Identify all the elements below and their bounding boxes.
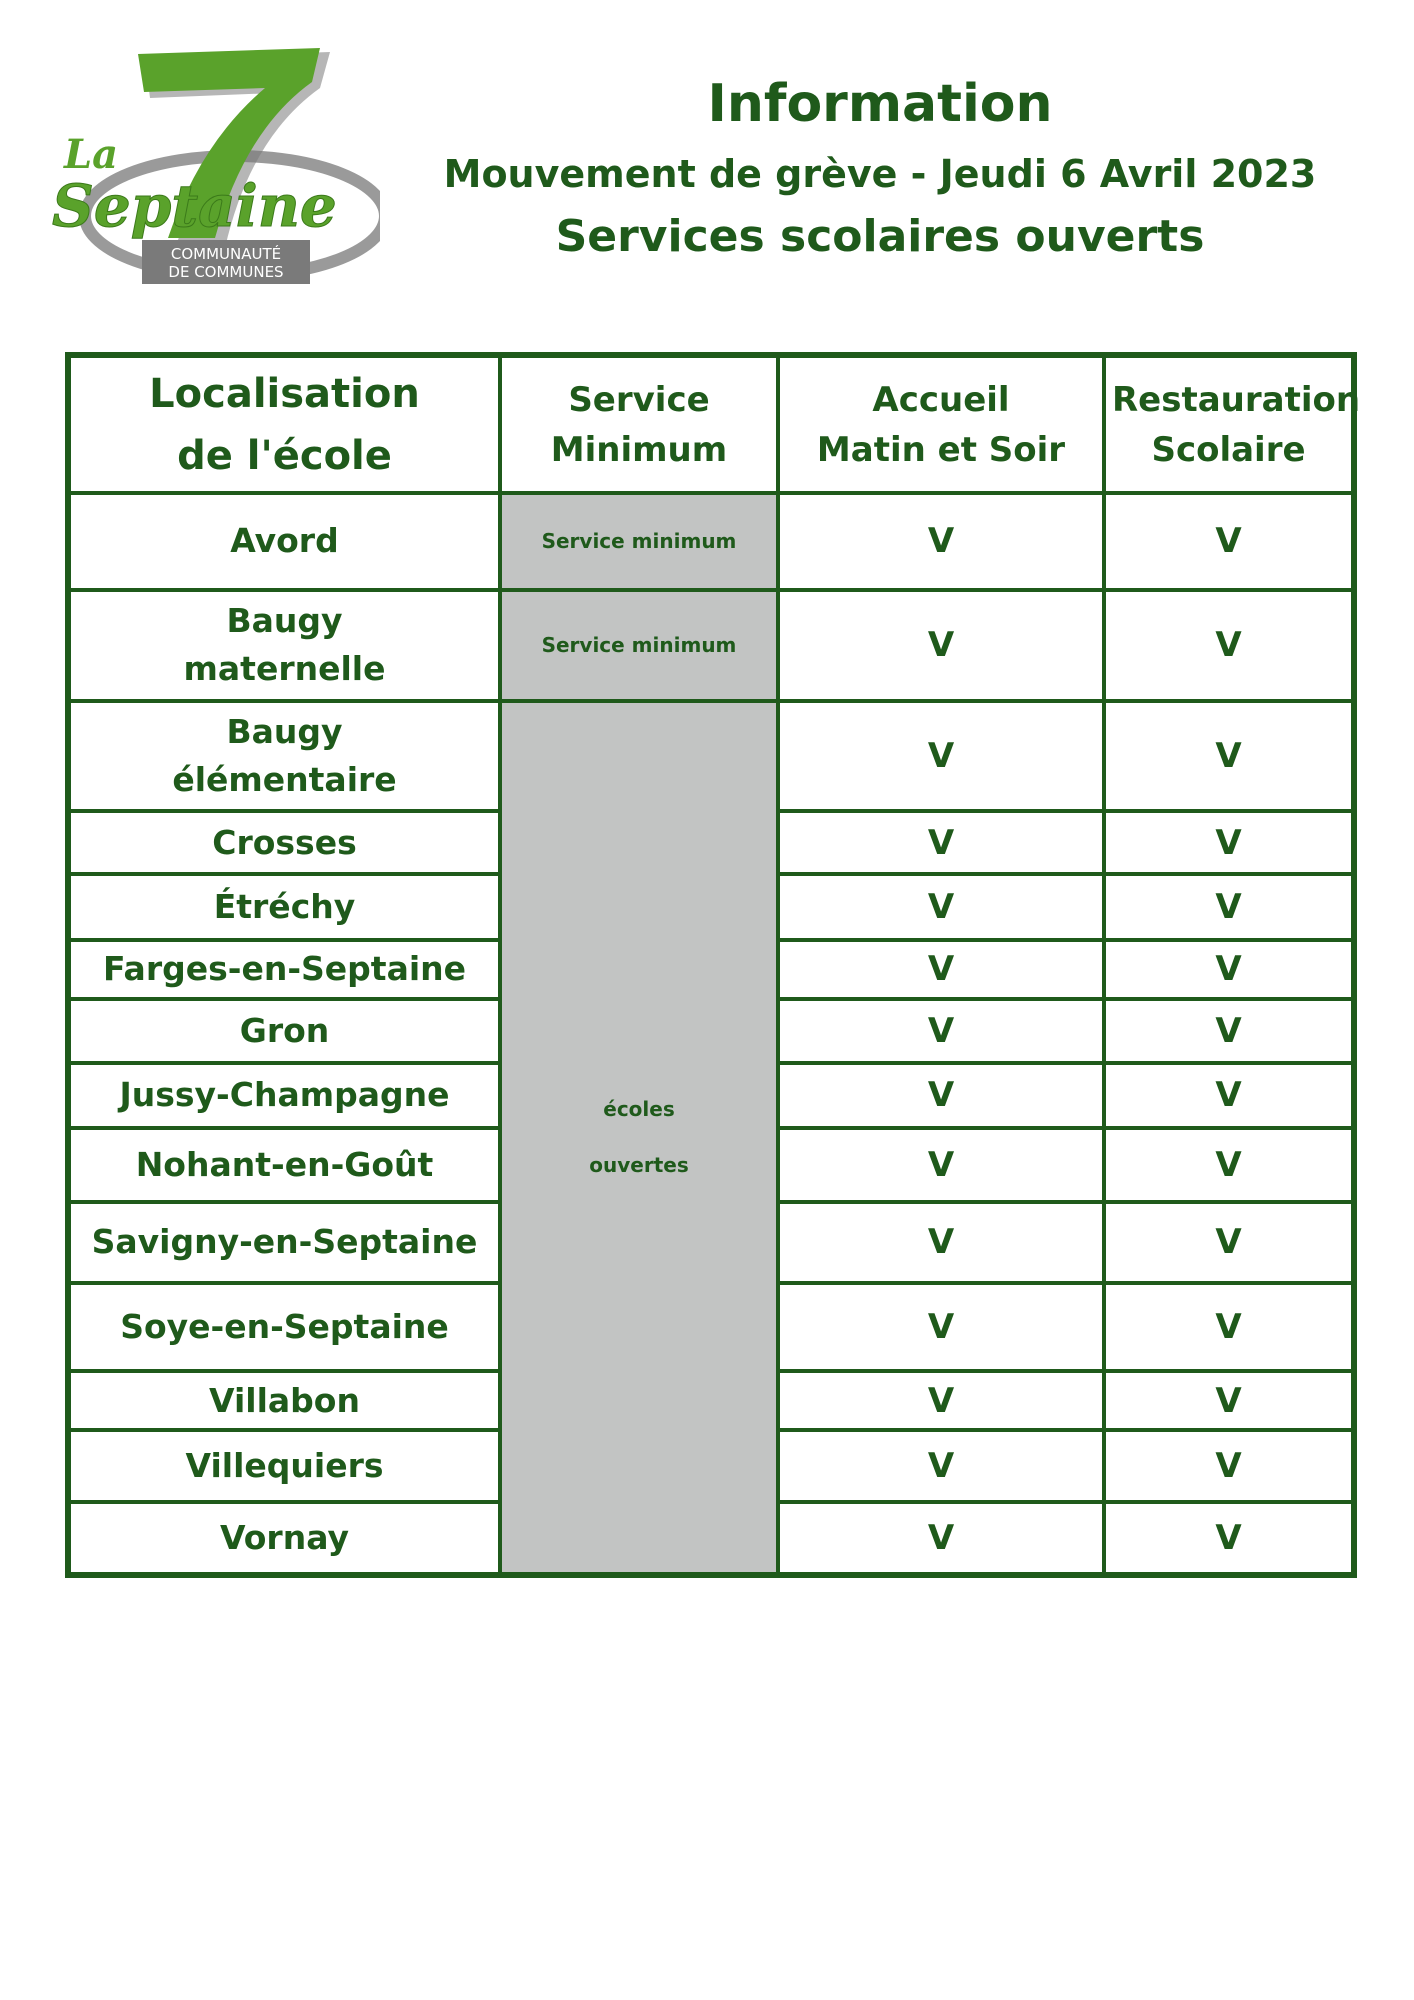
school-name: Nohant-en-Goût xyxy=(68,1128,500,1203)
accueil-check: V xyxy=(778,1502,1104,1575)
accueil-check: V xyxy=(778,1128,1104,1203)
accueil-check: V xyxy=(778,701,1104,812)
school-name: Baugy maternelle xyxy=(68,590,500,701)
school-name: Savigny-en-Septaine xyxy=(68,1202,500,1283)
school-name: Crosses xyxy=(68,811,500,873)
accueil-check: V xyxy=(778,493,1104,590)
restauration-check: V xyxy=(1104,1502,1354,1575)
restauration-check: V xyxy=(1104,1202,1354,1283)
table-row xyxy=(68,701,1354,812)
svg-text:DE COMMUNES: DE COMMUNES xyxy=(168,263,284,281)
restauration-check: V xyxy=(1104,1430,1354,1503)
header-location: Localisation de l'école xyxy=(68,355,500,493)
table-row xyxy=(68,590,1354,701)
header-service-minimum: Service Minimum xyxy=(500,355,778,493)
school-name: Villabon xyxy=(68,1371,500,1429)
school-name: Soye-en-Septaine xyxy=(68,1283,500,1372)
septaine-logo xyxy=(50,48,380,288)
table-header-row xyxy=(68,355,1354,493)
open-schools-cell: écoles ouvertes xyxy=(500,701,778,1575)
restauration-check: V xyxy=(1104,590,1354,701)
school-name: Villequiers xyxy=(68,1430,500,1503)
accueil-check: V xyxy=(778,1371,1104,1429)
accueil-check: V xyxy=(778,1202,1104,1283)
accueil-check: V xyxy=(778,1430,1104,1503)
school-name: Farges-en-Septaine xyxy=(68,940,500,998)
header-accueil: Accueil Matin et Soir xyxy=(778,355,1104,493)
school-name: Baugy élémentaire xyxy=(68,701,500,812)
accueil-check: V xyxy=(778,874,1104,940)
table-row xyxy=(68,493,1354,590)
school-name: Vornay xyxy=(68,1502,500,1575)
strike-subtitle: Mouvement de grève - Jeudi 6 Avril 2023 xyxy=(443,152,1317,196)
accueil-check: V xyxy=(778,811,1104,873)
school-name: Jussy-Champagne xyxy=(68,1063,500,1127)
restauration-check: V xyxy=(1104,940,1354,998)
restauration-check: V xyxy=(1104,1128,1354,1203)
restauration-check: V xyxy=(1104,701,1354,812)
restauration-check: V xyxy=(1104,1371,1354,1429)
restauration-check: V xyxy=(1104,1283,1354,1372)
school-name: Gron xyxy=(68,999,500,1063)
page-header xyxy=(400,70,1360,270)
restauration-check: V xyxy=(1104,493,1354,590)
service-minimum-cell: Service minimum xyxy=(500,590,778,701)
service-minimum-cell: Service minimum xyxy=(500,493,778,590)
restauration-check: V xyxy=(1104,811,1354,873)
school-name: Étréchy xyxy=(68,874,500,940)
accueil-check: V xyxy=(778,999,1104,1063)
school-name: Avord xyxy=(68,493,500,590)
restauration-check: V xyxy=(1104,999,1354,1063)
page-title: Information xyxy=(707,74,1053,134)
services-title: Services scolaires ouverts xyxy=(555,211,1205,262)
svg-text:COMMUNAUTÉ: COMMUNAUTÉ xyxy=(170,245,282,263)
svg-text:Septaine: Septaine xyxy=(52,172,337,240)
accueil-check: V xyxy=(778,590,1104,701)
svg-text:La: La xyxy=(64,131,119,178)
header-restauration: Restauration Scolaire xyxy=(1104,355,1354,493)
accueil-check: V xyxy=(778,940,1104,998)
restauration-check: V xyxy=(1104,874,1354,940)
school-services-table xyxy=(65,352,1361,1578)
accueil-check: V xyxy=(778,1283,1104,1372)
restauration-check: V xyxy=(1104,1063,1354,1127)
accueil-check: V xyxy=(778,1063,1104,1127)
